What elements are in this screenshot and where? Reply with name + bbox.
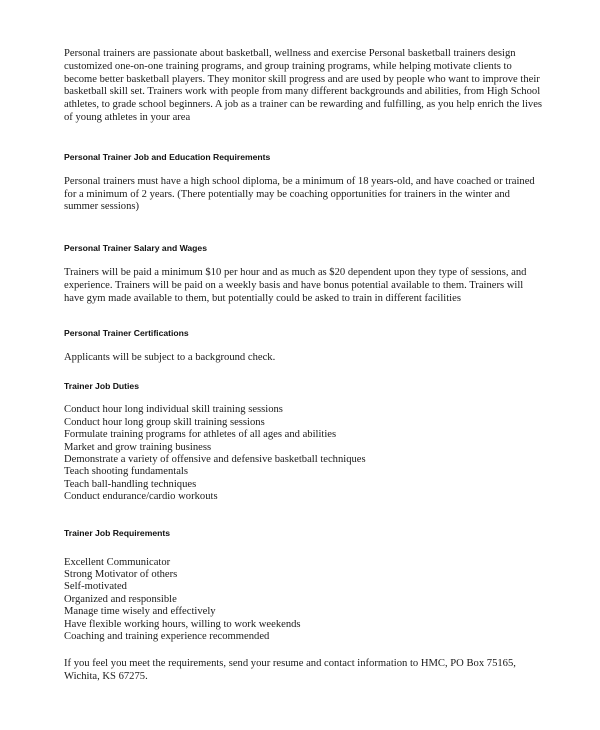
list-item: Formulate training programs for athletes of all ages and abilities	[64, 429, 337, 441]
certifications-paragraph: Applicants will be subject to a background check.	[64, 351, 276, 363]
closing-paragraph: If you feel you meet the requirements, send your resume and contact information to HMC, PO Box 75165, Wichita, KS 67275.	[64, 658, 516, 683]
list-item: Coaching and training experience recommended	[64, 631, 270, 643]
duties-list	[64, 404, 544, 503]
education-heading: Personal Trainer Job and Education Requirements	[64, 151, 271, 162]
requirements-heading: Trainer Job Requirements	[64, 527, 171, 538]
list-item: Demonstrate a variety of offensive and defensive basketball techniques	[64, 453, 366, 465]
certifications-heading: Personal Trainer Certifications	[64, 327, 189, 338]
list-item: Organized and responsible	[64, 593, 177, 605]
intro-paragraph: Personal trainers are passionate about basketball, wellness and exercise Personal basketball trainers design customized one-on-one training programs, and group training programs, while helping motivate clients to become better basketball players. They monitor skill progress and are used by people who want to improve their basketball skill set. Trainers work with people from many different backgrounds and abilities, from High School athletes, to grade school beginners. A job as a trainer can be rewarding and fulfilling, as you help enrich the lives of young athletes in your area	[64, 48, 543, 123]
list-item: Teach ball-handling techniques	[64, 478, 197, 490]
list-item: Strong Motivator of others	[64, 569, 178, 581]
document-page	[64, 48, 544, 684]
duties-heading: Trainer Job Duties	[64, 381, 139, 392]
requirements-list	[64, 557, 544, 644]
list-item: Manage time wisely and effectively	[64, 606, 216, 618]
list-item: Conduct endurance/cardio workouts	[64, 491, 218, 503]
list-item: Self-motivated	[64, 581, 127, 593]
education-paragraph: Personal trainers must have a high school diploma, be a minimum of 18 years-old, and have coached or trained for a minimum of 2 years. (There potentially may be coaching opportunities for trainers in the winter and summer sessions)	[64, 175, 535, 213]
list-item: Excellent Communicator	[64, 556, 171, 568]
salary-heading: Personal Trainer Salary and Wages	[64, 243, 207, 254]
list-item: Market and grow training business	[64, 441, 212, 453]
list-item: Have flexible working hours, willing to work weekends	[64, 618, 301, 630]
list-item: Conduct hour long individual skill training sessions	[64, 404, 283, 416]
list-item: Teach shooting fundamentals	[64, 466, 188, 478]
salary-paragraph: Trainers will be paid a minimum $10 per hour and as much as $20 dependent upon they type of sessions, and experience. Trainers will be paid on a weekly basis and have bonus potential available to them. Trainers will have gym made available to them, but potentially could be asked to train in different facilities	[64, 267, 527, 304]
list-item: Conduct hour long group skill training sessions	[64, 416, 265, 428]
